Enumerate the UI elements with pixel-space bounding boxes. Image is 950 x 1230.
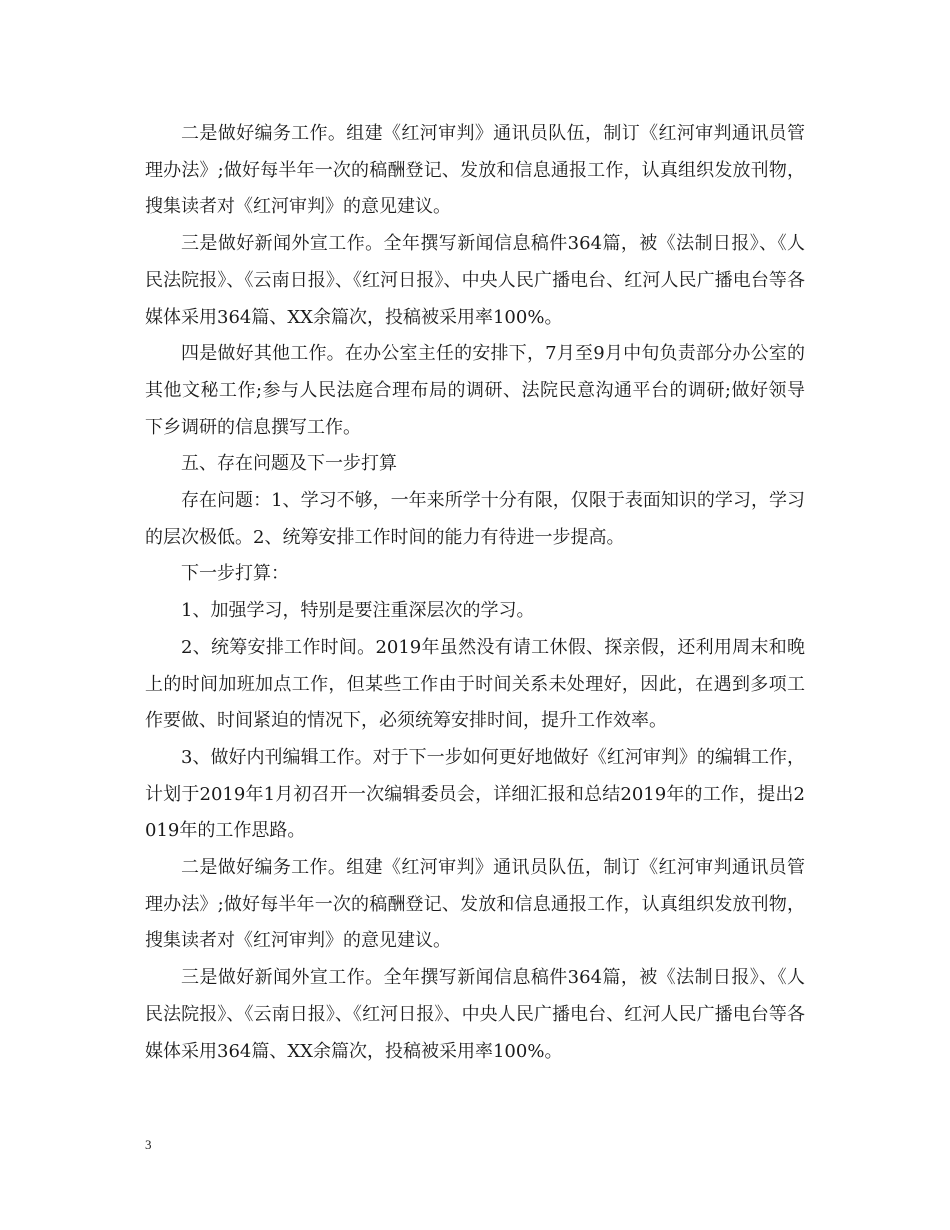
- document-body: [145, 116, 805, 1070]
- paragraph-plan-1: 1、加强学习，特别是要注重深层次的学习。: [181, 600, 535, 622]
- section-heading-problems-plans: 五、存在问题及下一步打算: [181, 453, 397, 475]
- paragraph-publicity-work: 三是做好新闻外宣工作。全年撰写新闻信息稿件364篇，被《法制日报》、《人民法院报》、《云南日报》、《红河日报》、中央人民广播电台、红河人民广播电台等各媒体采用364篇、XX余篇次，投稿被采用率100%。: [145, 233, 805, 328]
- paragraph-plan-3: 3、做好内刊编辑工作。对于下一步如何更好地做好《红河审判》的编辑工作，计划于2019年1月初召开一次编辑委员会，详细汇报和总结2019年的工作，提出2019年的工作思路。: [145, 746, 805, 842]
- paragraph-plan-2: 2、统筹安排工作时间。2019年虽然没有请工休假、探亲假，还利用周末和晚上的时间加班加点工作，但某些工作由于时间关系未处理好，因此，在遇到多项工作要做、时间紧迫的情况下，必须统筹安排时间，提升工作效率。: [145, 636, 805, 732]
- paragraph-publicity-work-repeat: 三是做好新闻外宣工作。全年撰写新闻信息稿件364篇，被《法制日报》、《人民法院报》、《云南日报》、《红河日报》、中央人民广播电台、红河人民广播电台等各媒体采用364篇、XX余篇次，投稿被采用率100%。: [145, 967, 805, 1062]
- paragraph-problems: 存在问题：1、学习不够，一年来所学十分有限，仅限于表面知识的学习，学习的层次极低。2、统筹安排工作时间的能力有待进一步提高。: [145, 490, 805, 548]
- paragraph-editorial-work-repeat: 二是做好编务工作。组建《红河审判》通讯员队伍，制订《红河审判通讯员管理办法》;做好每半年一次的稿酬登记、发放和信息通报工作，认真组织发放刊物，搜集读者对《红河审判》的意见建议。: [145, 857, 805, 952]
- paragraph-editorial-work: 二是做好编务工作。组建《红河审判》通讯员队伍，制订《红河审判通讯员管理办法》;做好每半年一次的稿酬登记、发放和信息通报工作，认真组织发放刊物，搜集读者对《红河审判》的意见建议。: [145, 123, 805, 218]
- paragraph-other-work: 四是做好其他工作。在办公室主任的安排下，7月至9月中旬负责部分办公室的其他文秘工作;参与人民法庭合理布局的调研、法院民意沟通平台的调研;做好领导下乡调研的信息撰写工作。: [145, 343, 805, 438]
- paragraph-next-steps-label: 下一步打算：: [181, 563, 289, 585]
- page-number: 3: [145, 1137, 152, 1152]
